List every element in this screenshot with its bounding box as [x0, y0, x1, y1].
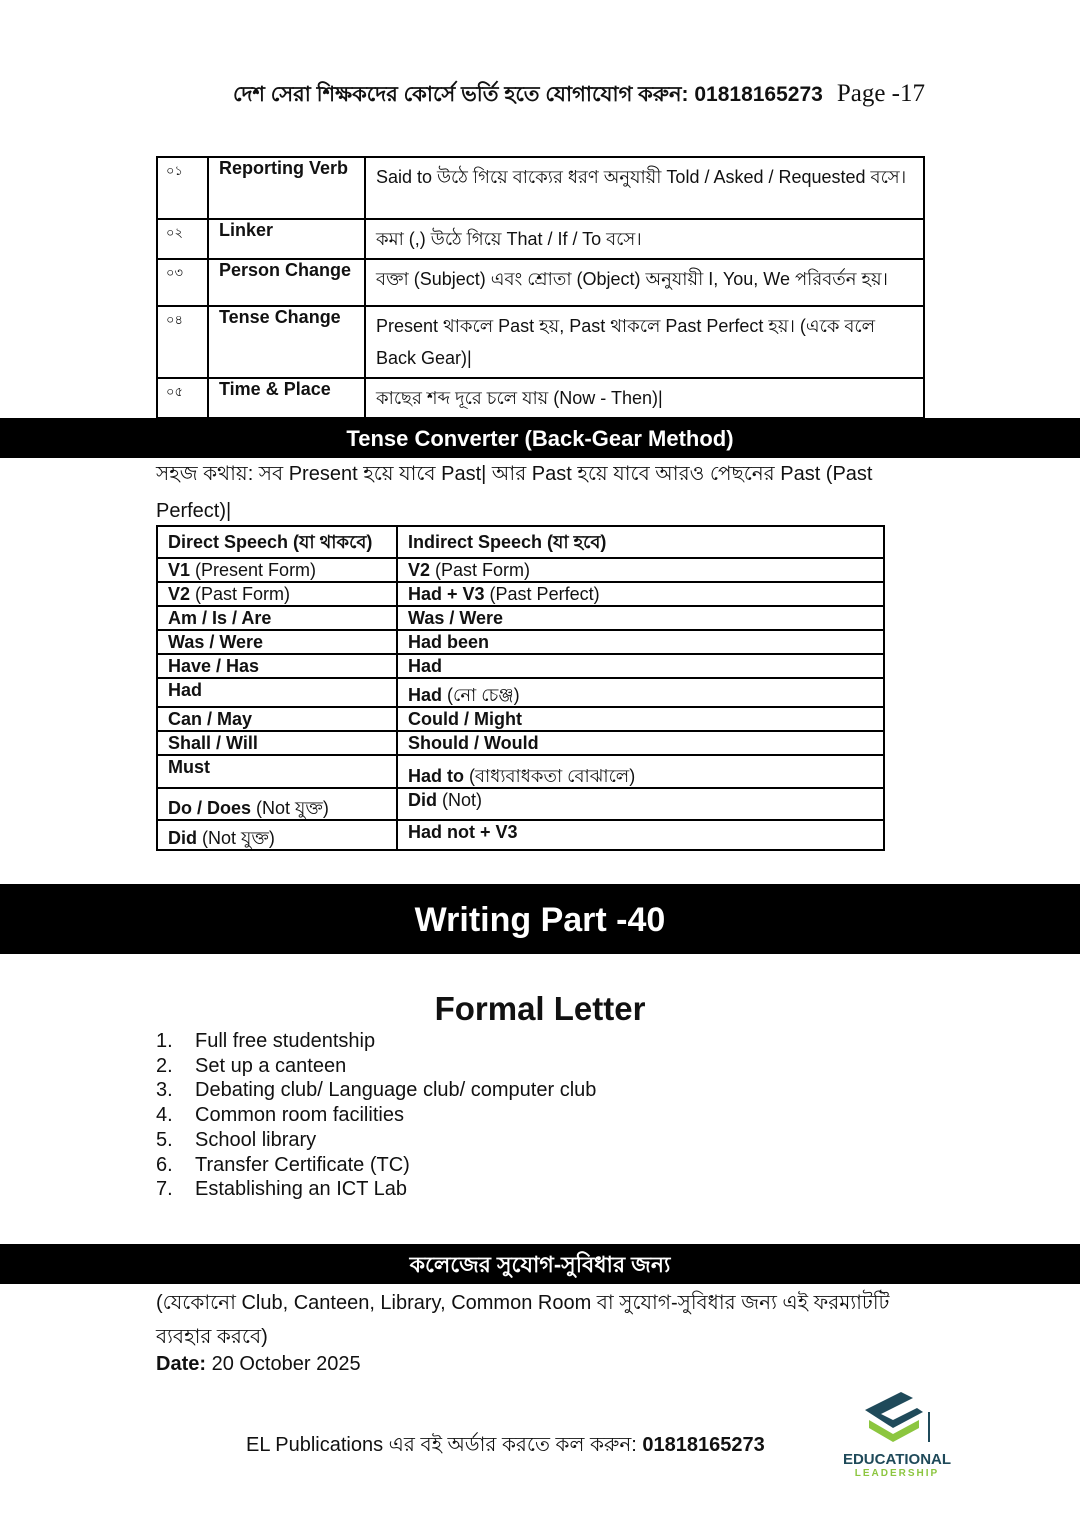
item-text: Debating club/ Language club/ computer club — [195, 1079, 597, 1102]
rule-heading: Tense Change — [208, 306, 365, 378]
formal-letter-title: Formal Letter — [434, 990, 646, 1027]
cell-bold: Do / Does — [168, 798, 252, 818]
cell-bold: V2 — [168, 584, 191, 604]
date-value: 20 October 2025 — [206, 1353, 361, 1375]
cell-note: (Present Form) — [190, 560, 317, 580]
list-item — [156, 1153, 596, 1178]
rule-description: কাছের শব্দ দূরে চলে যায় (Now - Then)| — [365, 378, 924, 418]
logo-mark-icon — [857, 1390, 937, 1446]
rule-description: Said to উঠে গিয়ে বাক্যের ধরণ অনুযায়ী Told / Asked / Requested বসে। — [365, 157, 924, 219]
item-number: 2. — [156, 1054, 173, 1077]
cell-bold: V1 — [168, 560, 191, 580]
row-number: ০২ — [157, 219, 208, 259]
row-number: ০৪ — [157, 306, 208, 378]
row-number: ০৩ — [157, 259, 208, 306]
cell-bold: Was / Were — [408, 608, 504, 628]
indirect-cell — [397, 582, 884, 606]
cell-bold: Had been — [408, 632, 490, 652]
item-text: Set up a canteen — [195, 1054, 347, 1077]
cell-bold: Must — [168, 757, 210, 777]
table-row — [157, 654, 884, 678]
topic-list — [156, 1029, 596, 1202]
indirect-cell — [397, 558, 884, 582]
date-line — [156, 1353, 361, 1376]
direct-cell — [157, 630, 397, 654]
item-number: 1. — [156, 1030, 173, 1052]
list-item — [156, 1054, 596, 1079]
cell-bold: V2 — [408, 560, 431, 580]
cell-note: (Not) — [437, 790, 482, 810]
table-row — [157, 731, 884, 755]
indirect-cell — [397, 788, 884, 820]
footer-text: EL Publications এর বই অর্ডার করতে কল করুন: — [246, 1434, 643, 1456]
rule-description: Present থাকলে Past হয়, Past থাকলে Past Perfect হয়। (একে বলে Back Gear)| — [365, 306, 924, 378]
rules-table — [156, 156, 925, 419]
direct-cell — [157, 820, 397, 850]
footer — [246, 1430, 765, 1463]
row-number: ০১ — [157, 157, 208, 219]
indirect-cell — [397, 707, 884, 731]
cell-bold: Did — [408, 790, 437, 810]
direct-cell — [157, 707, 397, 731]
tense-section-title: Tense Converter (Back-Gear Method) — [0, 418, 1080, 458]
header-text: দেশ সেরা শিক্ষকদের কোর্সে ভর্তি হতে যোগাযোগ করুন: 01818165273 — [232, 83, 823, 106]
list-item — [156, 1103, 596, 1128]
table-row — [157, 306, 924, 378]
indirect-cell — [397, 630, 884, 654]
item-number: 5. — [156, 1128, 173, 1151]
college-note: (যেকোনো Club, Canteen, Library, Common Room বা সুযোগ-সুবিধার জন্য এই ফরম্যাটটি ব্যবহার করবে) — [156, 1292, 890, 1348]
table-row — [157, 606, 884, 630]
cell-bold: Had not + V3 — [408, 822, 518, 842]
direct-cell — [157, 654, 397, 678]
tense-intro: সহজ কথায়: সব Present হয়ে যাবে Past| আর Past হয়ে যাবে আরও পেছনের Past (Past Perfect)| — [156, 463, 873, 522]
cell-note: (Not যুক্ত) — [251, 798, 329, 818]
list-item — [156, 1177, 596, 1202]
cell-bold: Did — [168, 828, 197, 848]
cell-note: (Past Form) — [190, 584, 291, 604]
item-text: Full free studentship — [195, 1030, 376, 1052]
cell-bold: Should / Would — [408, 733, 539, 753]
tense-table — [156, 525, 885, 851]
rule-heading: Time & Place — [208, 378, 365, 418]
table-row — [157, 820, 884, 850]
item-number: 3. — [156, 1079, 173, 1102]
list-item — [156, 1128, 596, 1153]
item-number: 7. — [156, 1178, 173, 1201]
column-header — [397, 526, 884, 558]
indirect-cell — [397, 654, 884, 678]
table-row — [157, 707, 884, 731]
item-text: Common room facilities — [195, 1104, 404, 1127]
page-header — [233, 78, 925, 113]
logo-line1: EDUCATIONAL — [842, 1451, 952, 1468]
direct-cell — [157, 788, 397, 820]
rule-description: কমা (,) উঠে গিয়ে That / If / To বসে। — [365, 219, 924, 259]
rule-heading: Person Change — [208, 259, 365, 306]
indirect-cell — [397, 731, 884, 755]
direct-cell — [157, 558, 397, 582]
table-row — [157, 378, 924, 418]
row-number: ০৫ — [157, 378, 208, 418]
cell-bold: Had + V3 — [408, 584, 485, 604]
cell-bold: Had — [168, 680, 203, 700]
direct-cell — [157, 755, 397, 788]
cell-note: (নো চেঞ্জ) — [442, 685, 520, 705]
footer-phone: 01818165273 — [642, 1434, 765, 1456]
rule-description: বক্তা (Subject) এবং শ্রোতা (Object) অনুযায়ী I, You, We পরিবর্তন হয়। — [365, 259, 924, 306]
list-item — [156, 1029, 596, 1054]
indirect-cell — [397, 606, 884, 630]
direct-cell — [157, 731, 397, 755]
rule-heading: Reporting Verb — [208, 157, 365, 219]
table-row — [157, 788, 884, 820]
indirect-cell — [397, 755, 884, 788]
direct-cell — [157, 606, 397, 630]
cell-bold: Was / Were — [168, 632, 264, 652]
cell-bold: Had to — [408, 766, 464, 786]
date-label: Date: — [156, 1353, 207, 1375]
college-section-title: কলেজের সুযোগ-সুবিধার জন্য — [0, 1244, 1080, 1284]
rule-heading: Linker — [208, 219, 365, 259]
column-header — [157, 526, 397, 558]
item-text: Establishing an ICT Lab — [195, 1178, 407, 1201]
cell-bold: Can / May — [168, 709, 253, 729]
table-row — [157, 259, 924, 306]
logo-line2: LEADERSHIP — [854, 1468, 940, 1479]
cell-bold: Had — [408, 685, 443, 705]
cell-note: (Not যুক্ত) — [197, 828, 275, 848]
educational-leadership-logo — [836, 1390, 958, 1479]
cell-bold: Had — [408, 656, 443, 676]
page-number: Page -17 — [836, 80, 925, 107]
cell-note: (Past Perfect) — [484, 584, 600, 604]
table-row — [157, 582, 884, 606]
table-row — [157, 219, 924, 259]
item-number: 4. — [156, 1104, 173, 1127]
table-header-row — [157, 526, 884, 558]
item-number: 6. — [156, 1153, 173, 1176]
table-row — [157, 157, 924, 219]
indirect-cell — [397, 678, 884, 707]
list-item — [156, 1078, 596, 1103]
cell-note: (বাধ্যবাধকতা বোঝালে) — [464, 766, 636, 786]
direct-cell — [157, 678, 397, 707]
table-row — [157, 630, 884, 654]
cell-bold: Could / Might — [408, 709, 522, 729]
table-row — [157, 678, 884, 707]
header-label: Direct Speech (যা থাকবে) — [168, 532, 373, 552]
direct-cell — [157, 582, 397, 606]
writing-part-title: Writing Part -40 — [0, 884, 1080, 954]
cell-bold: Have / Has — [168, 656, 260, 676]
cell-bold: Shall / Will — [168, 733, 258, 753]
cell-note: (Past Form) — [430, 560, 531, 580]
cell-bold: Am / Is / Are — [168, 608, 272, 628]
table-row — [157, 558, 884, 582]
item-text: Transfer Certificate (TC) — [195, 1153, 410, 1176]
item-text: School library — [195, 1128, 317, 1151]
indirect-cell — [397, 820, 884, 850]
table-row — [157, 755, 884, 788]
header-label: Indirect Speech (যা হবে) — [408, 532, 607, 552]
